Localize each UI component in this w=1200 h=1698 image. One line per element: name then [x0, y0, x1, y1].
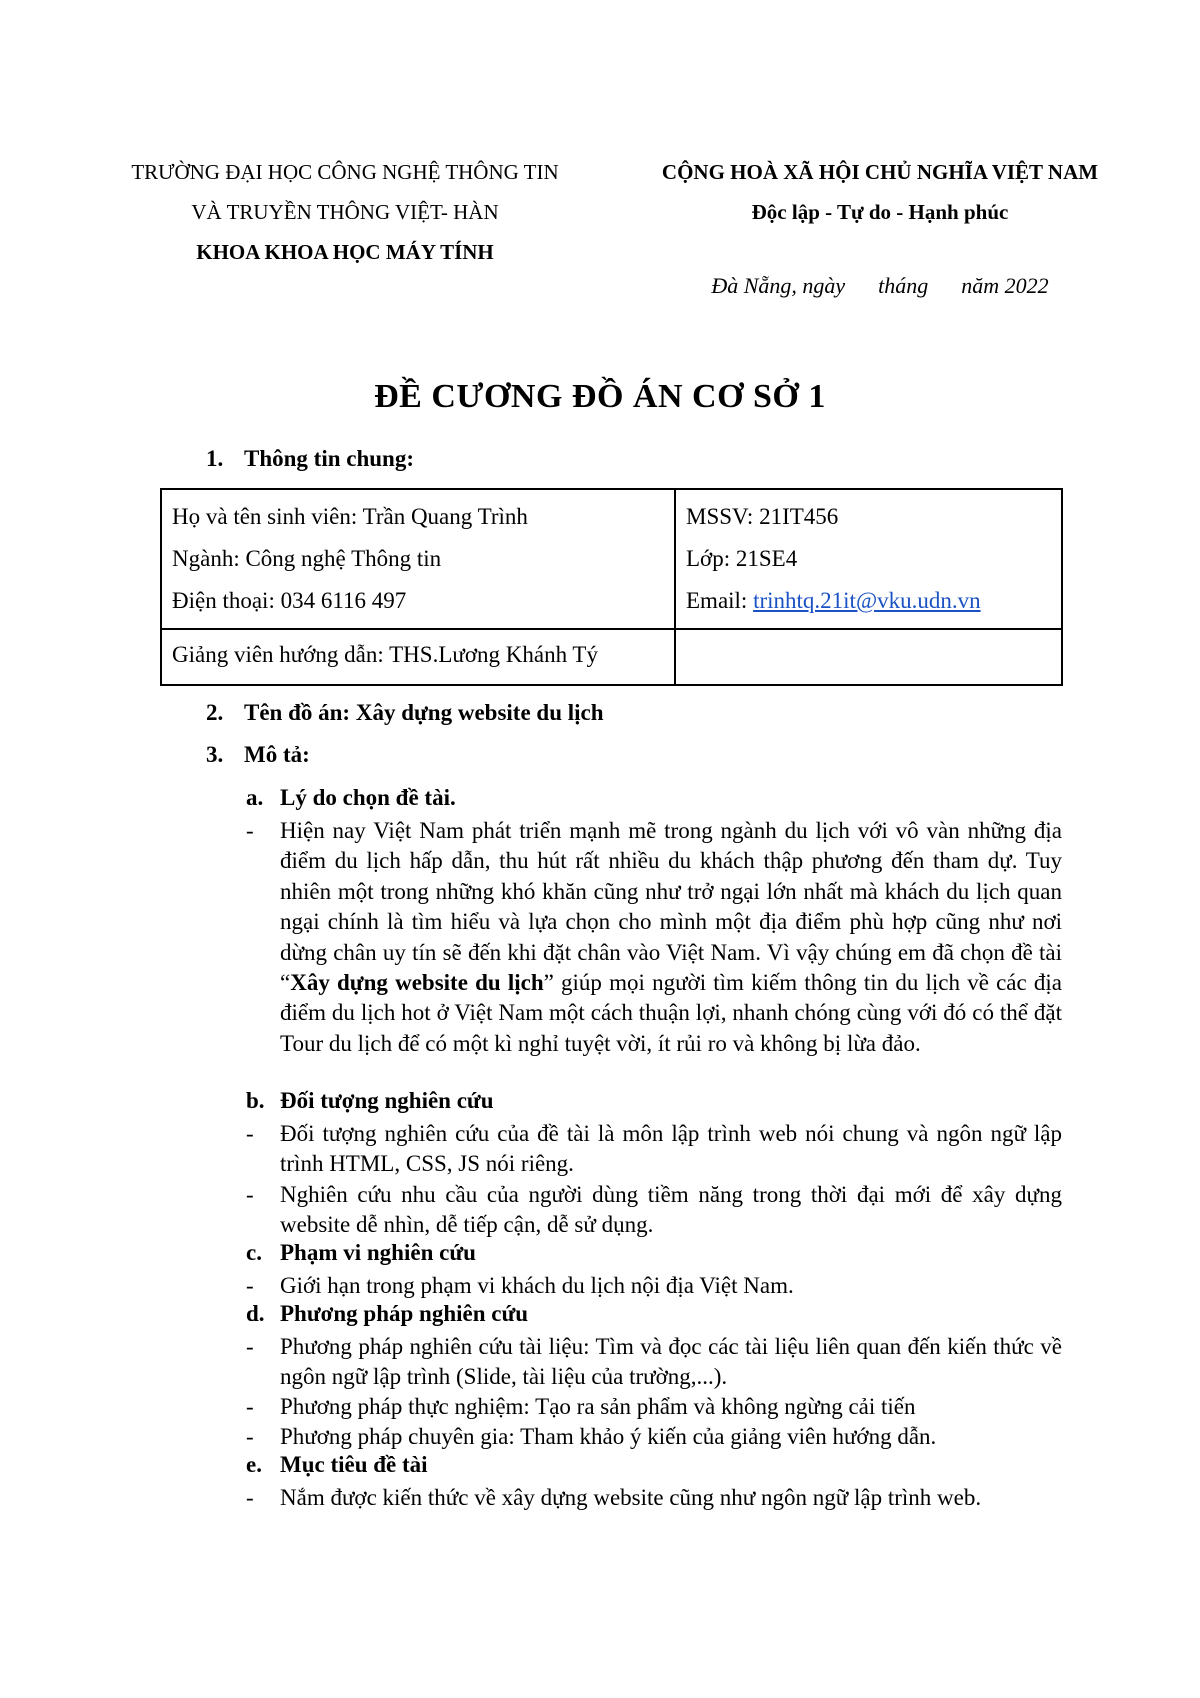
subsection-letter: e. [246, 1452, 262, 1477]
section-number: 1. [206, 446, 224, 471]
subsection-letter: a. [246, 785, 264, 810]
subsection-objective [246, 1452, 428, 1478]
bullet-dash: - [246, 818, 254, 843]
email-label: Email: [686, 588, 754, 613]
bullet-item [246, 1483, 1062, 1513]
bullet-text: Nắm được kiến thức về xây dựng website cũng như ngôn ngữ lập trình web. [280, 1485, 982, 1510]
national-motto-title: CỘNG HOÀ XÃ HỘI CHỦ NGHĨA VIỆT NAM [661, 160, 1099, 184]
university-name-line2: VÀ TRUYỀN THÔNG VIỆT- HÀN [191, 200, 499, 224]
bullet-dash: - [246, 1394, 254, 1419]
table-row [161, 489, 1062, 629]
advisor-name: Giảng viên hướng dẫn: THS.Lương Khánh Tý [172, 642, 598, 667]
national-header [610, 152, 1150, 232]
bullet-item [246, 1392, 1062, 1422]
section-number: 2. [206, 700, 224, 725]
section-description [206, 742, 310, 768]
subsection-research-object [246, 1088, 494, 1114]
bullet-text: Nghiên cứu nhu cầu của người dùng tiềm năng trong thời đại mới để xây dựng website dễ nhìn, dễ tiếp cận, dễ sử dụng. [280, 1182, 1062, 1238]
bullet-item [246, 1271, 1062, 1301]
university-header [100, 152, 590, 272]
student-email-line [686, 580, 1051, 622]
subsection-label: Phạm vi nghiên cứu [280, 1240, 476, 1265]
subsection-label: Đối tượng nghiên cứu [280, 1088, 494, 1113]
section-general-info [206, 446, 414, 472]
section-number: 3. [206, 742, 224, 767]
student-id: MSSV: 21IT456 [686, 504, 839, 529]
bullet-dash: - [246, 1182, 254, 1207]
bullet-text: Phương pháp thực nghiệm: Tạo ra sản phẩm và không ngừng cải tiến [280, 1394, 916, 1419]
subsection-scope [246, 1240, 476, 1266]
bullet-item [246, 1422, 1062, 1452]
bullet-item [246, 816, 1062, 1059]
document-title: ĐỀ CƯƠNG ĐỒ ÁN CƠ SỞ 1 [374, 378, 826, 415]
subsection-letter: b. [246, 1088, 265, 1113]
reason-text-start: Hiện nay Việt Nam phát triển mạnh mẽ trong ngành du lịch với vô vàn những địa điểm du lịch hấp dẫn, thu hút rất nhiều du khách thập phương đến tham dự. Tuy nhiên một trong những khó khăn cũng như trở ngại lớn nhất mà khách du lịch quan ngại chính là tìm hiểu và lựa chọn cho mình một địa điểm phù hợp cũng như nơi dừng chân uy tín sẽ đến khi đặt chân vào Việt Nam. Vì vậy chúng em đã chọn đề tài “ [280, 818, 1062, 996]
bullet-text [280, 816, 1062, 1059]
bullet-text: Giới hạn trong phạm vi khách du lịch nội địa Việt Nam. [280, 1273, 794, 1298]
info-table [160, 488, 1063, 686]
bullet-dash: - [246, 1121, 254, 1146]
reason-project-title: Xây dựng website du lịch [290, 970, 544, 996]
email-link[interactable]: trinhtq.21it@vku.udn.vn [753, 588, 981, 613]
student-info-cell [161, 489, 675, 629]
subsection-letter: d. [246, 1301, 265, 1326]
student-phone: Điện thoại: 034 6116 497 [172, 588, 407, 613]
bullet-dash: - [246, 1485, 254, 1510]
reason-text-end: ” giúp mọi người tìm kiếm thông tin du lịch về các địa điểm du lịch hot ở Việt Nam một cách thuận lợi, nhanh chóng cùng với đó có thể đặt Tour du lịch để có một kì nghỉ tuyệt vời, ít rủi ro và không bị lừa đảo. [280, 970, 1062, 1056]
bullet-text: Phương pháp chuyên gia: Tham khảo ý kiến của giảng viên hướng dẫn. [280, 1424, 937, 1449]
section-label: Thông tin chung: [244, 446, 415, 471]
subsection-label: Phương pháp nghiên cứu [280, 1301, 529, 1326]
table-row [161, 629, 1062, 685]
date-line: Đà Nẵng, ngày tháng năm 2022 [711, 273, 1049, 298]
bullet-dash: - [246, 1273, 254, 1298]
advisor-cell [161, 629, 675, 685]
bullet-dash: - [246, 1334, 254, 1359]
university-name-line1: TRƯỜNG ĐẠI HỌC CÔNG NGHỆ THÔNG TIN [131, 160, 559, 184]
student-major: Ngành: Công nghệ Thông tin [172, 546, 442, 571]
subsection-reason [246, 785, 456, 811]
subsection-method [246, 1301, 528, 1327]
empty-cell [675, 629, 1062, 685]
section-project-name [206, 700, 604, 726]
student-id-cell [675, 489, 1062, 629]
national-motto-subtitle: Độc lập - Tự do - Hạnh phúc [751, 200, 1009, 224]
section-label: Mô tả: [244, 742, 310, 767]
bullet-item [246, 1119, 1062, 1180]
bullet-text: Phương pháp nghiên cứu tài liệu: Tìm và đọc các tài liệu liên quan đến kiến thức về ngôn ngữ lập trình (Slide, tài liệu của trường,...). [280, 1334, 1062, 1390]
bullet-item [246, 1180, 1062, 1241]
student-name: Họ và tên sinh viên: Trần Quang Trình [172, 504, 528, 529]
bullet-text: Đối tượng nghiên cứu của đề tài là môn lập trình web nói chung và ngôn ngữ lập trình HTML, CSS, JS nói riêng. [280, 1121, 1062, 1177]
subsection-label: Mục tiêu đề tài [280, 1452, 428, 1477]
bullet-dash: - [246, 1424, 254, 1449]
student-class: Lớp: 21SE4 [686, 546, 798, 571]
section-label: Tên đồ án: Xây dựng website du lịch [244, 700, 604, 725]
bullet-item [246, 1332, 1062, 1393]
faculty-name: KHOA KHOA HỌC MÁY TÍNH [196, 240, 494, 264]
subsection-letter: c. [246, 1240, 262, 1265]
subsection-label: Lý do chọn đề tài. [280, 785, 456, 810]
